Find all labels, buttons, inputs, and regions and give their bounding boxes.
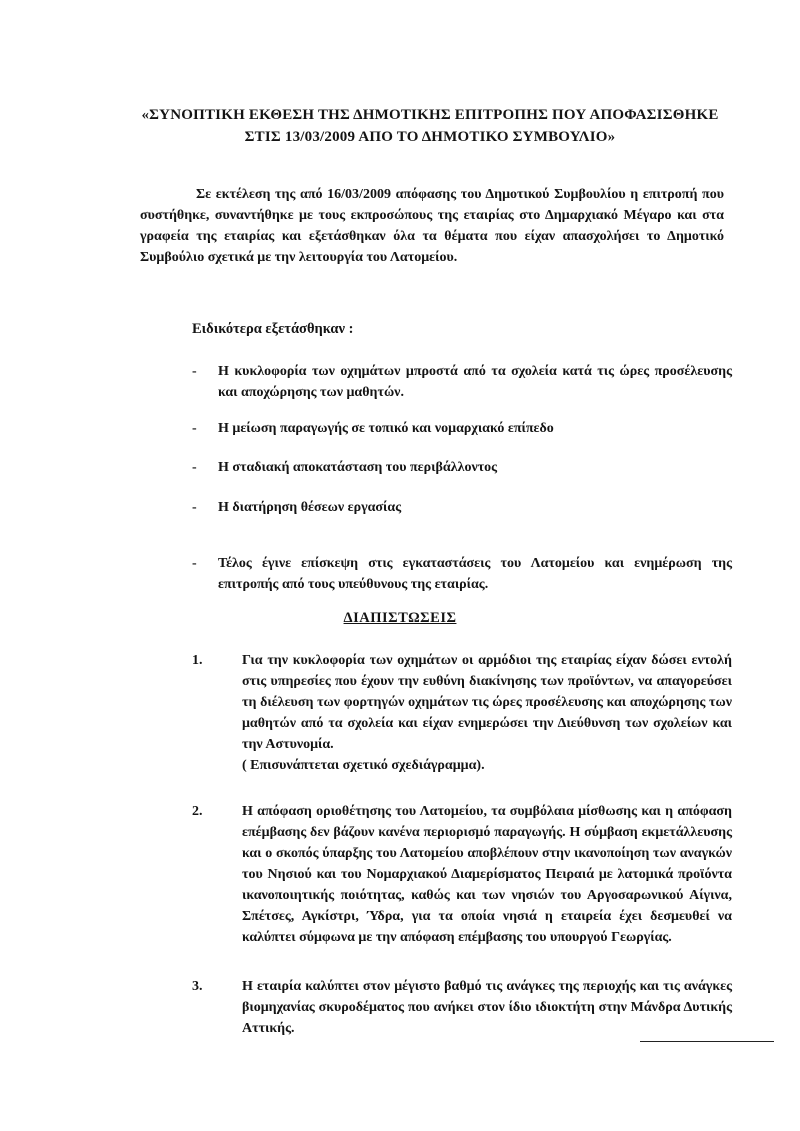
bullet-text: Τέλος έγινε επίσκεψη στις εγκαταστάσεις του Λατομείου και ενημέρωση της επιτροπής από τους υπεύθυνους της εταιρίας. bbox=[218, 556, 732, 592]
list-item bbox=[192, 553, 732, 595]
bullet-dash: - bbox=[192, 556, 197, 571]
bullet-dash: - bbox=[192, 460, 197, 475]
finding-text: Η εταιρία καλύπτει στον μέγιστο βαθμό τις ανάγκες της περιοχής και τις ανάγκες βιομηχανίας σκυροδέματος που ανήκει στον ίδιο ιδιοκτήτη στην Μάνδρα Δυτικής Αττικής. bbox=[242, 979, 732, 1036]
intro-paragraph: Σε εκτέλεση της από 16/03/2009 απόφασης του Δημοτικού Συμβουλίου η επιτροπή που συστήθηκε, συναντήθηκε με τους εκπροσώπους της εταιρίας στο Δημαρχιακό Μέγαρο και στα γραφεία της εταιρίας και εξετάσθηκαν όλα τα θέματα που είχαν απασχολήσει το Δημοτικό Συμβούλιο σχετικά με την λειτουργία του Λατομείου. bbox=[140, 187, 724, 265]
bullet-text: Η μείωση παραγωγής σε τοπικό και νομαρχιακό επίπεδο bbox=[218, 421, 554, 436]
finding-text: Για την κυκλοφορία των οχημάτων οι αρμόδιοι της εταιρίας είχαν δώσει εντολή στις υπηρεσίες που έχουν την ευθύνη διακίνησης των προϊόντων, να απαγορεύσει τη διέλευση των φορτηγών οχημάτων τις ώρες προσέλευσης και αποχώρησης των μαθητών από τα σχολεία και είχαν ενημερώσει την Διεύθυνση των σχολείων και την Αστυνομία. bbox=[242, 653, 732, 752]
finding-number: 1. bbox=[192, 653, 203, 668]
document-title: «ΣΥΝΟΠΤΙΚΗ ΕΚΘΕΣΗ ΤΗΣ ΔΗΜΟΤΙΚΗΣ ΕΠΙΤΡΟΠΗΣ ΠΟΥ ΑΠΟΦΑΣΙΣΘΗΚΕ ΣΤΙΣ 13/03/2009 ΑΠΟ ΤΟ ΔΗΜΟΤΙΚΟ ΣΥΜΒΟΥΛΙΟ» bbox=[141, 107, 719, 145]
finding-number: 3. bbox=[192, 979, 203, 994]
subheading: Ειδικότερα εξετάσθηκαν : bbox=[192, 321, 354, 337]
bullet-dash: - bbox=[192, 364, 197, 379]
bullet-text: Η διατήρηση θέσεων εργασίας bbox=[218, 500, 402, 515]
list-item bbox=[192, 497, 732, 518]
list-item bbox=[192, 361, 732, 403]
finding-text: Η απόφαση οριοθέτησης του Λατομείου, τα συμβόλαια μίσθωσης και η απόφαση επέμβασης δεν βάζουν κανένα περιορισμό παραγωγής. Η σύμβαση εκμετάλλευσης και ο σκοπός ύπαρξης του Λατομείου αποβλέπουν στην ικανοποίηση των αναγκών του Νησιού και του Νομαρχιακού Διαμερίσματος Πειραιά με λατομικά προϊόντα ικανοποιητικής ποιότητας, καθώς και των νησιών του Αργοσαρωνικού Αίγινα, Σπέτσες, Αγκίστρι, Ύδρα, για τα οποία νησιά η εταιρεία έχει δεσμευθεί να καλύπτει σύμφωνα με την απόφαση επέμβασης του υπουργού Γεωργίας. bbox=[242, 804, 732, 945]
footer-rule bbox=[640, 1041, 774, 1042]
finding-item bbox=[192, 976, 732, 1039]
finding-note: ( Επισυνάπτεται σχετικό σχεδιάγραμμα). bbox=[242, 758, 485, 773]
bullet-dash: - bbox=[192, 421, 197, 436]
bullet-text: Η σταδιακή αποκατάσταση του περιβάλλοντος bbox=[218, 460, 498, 475]
findings-heading: ΔΙΑΠΙΣΤΩΣΕΙΣ bbox=[343, 610, 457, 626]
list-item bbox=[192, 457, 732, 478]
list-item bbox=[192, 418, 732, 439]
bullet-dash: - bbox=[192, 500, 197, 515]
finding-number: 2. bbox=[192, 804, 203, 819]
finding-item bbox=[192, 650, 732, 776]
finding-item bbox=[192, 801, 732, 948]
bullet-text: Η κυκλοφορία των οχημάτων μπροστά από τα σχολεία κατά τις ώρες προσέλευσης και αποχώρησης των μαθητών. bbox=[218, 364, 732, 400]
